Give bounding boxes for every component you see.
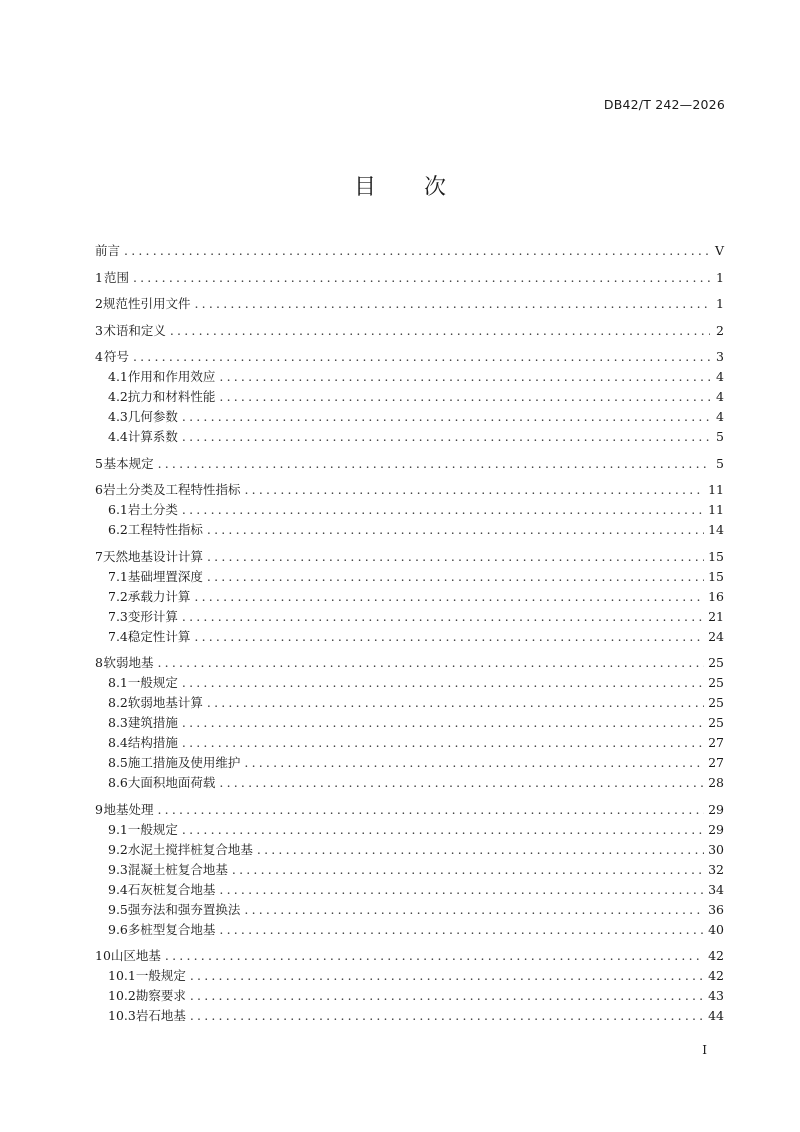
toc-leader-dots bbox=[182, 820, 704, 840]
toc-entry-label: 术语和定义 bbox=[103, 322, 166, 338]
toc-entry-page: 3 bbox=[716, 349, 724, 364]
toc-leader-dots bbox=[182, 407, 710, 427]
toc-section-entry[interactable] bbox=[95, 860, 724, 880]
toc-leader-dots bbox=[257, 840, 704, 860]
toc-entry-number: 8 bbox=[95, 655, 103, 670]
toc-entry-label: 承载力计算 bbox=[127, 588, 191, 604]
toc-leader-dots bbox=[207, 547, 704, 567]
toc-entry-page: 4 bbox=[716, 369, 724, 384]
toc-leader-dots bbox=[157, 800, 704, 820]
toc-entry-label: 抗力和材料性能 bbox=[127, 389, 216, 404]
toc-leader-dots bbox=[244, 900, 704, 920]
toc-section-entry[interactable] bbox=[95, 673, 724, 693]
toc-entry-label: 稳定性计算 bbox=[127, 628, 191, 644]
toc-entry-number: 5 bbox=[95, 455, 103, 471]
toc-section-entry[interactable] bbox=[95, 427, 724, 447]
toc-leader-dots bbox=[219, 387, 710, 407]
toc-entry-number: 4.2 bbox=[108, 389, 128, 404]
toc-entry-page: 30 bbox=[708, 841, 724, 857]
toc-entry-number: 7.1 bbox=[108, 568, 128, 584]
toc-leader-dots bbox=[207, 567, 704, 587]
toc-title-char-2: 次 bbox=[424, 175, 447, 200]
toc-chapter-entry[interactable] bbox=[95, 480, 724, 500]
toc-entry-label: 作用和作用效应 bbox=[127, 369, 216, 384]
toc-entry-label: 工程特性指标 bbox=[127, 522, 203, 537]
toc-section-entry[interactable] bbox=[95, 500, 724, 520]
toc-leader-dots bbox=[182, 733, 704, 753]
toc-section-entry[interactable] bbox=[95, 773, 724, 793]
toc-entry-number: 1 bbox=[95, 269, 103, 285]
toc-section-entry[interactable] bbox=[95, 1006, 724, 1026]
toc-entry-page: 16 bbox=[708, 588, 724, 604]
toc-entry-page: 34 bbox=[708, 881, 724, 897]
toc-entry-page: 36 bbox=[708, 901, 724, 917]
toc-leader-dots bbox=[182, 607, 704, 627]
toc-chapter-entry[interactable] bbox=[95, 653, 724, 673]
toc-section-entry[interactable] bbox=[95, 733, 724, 753]
toc-entry-label: 地基处理 bbox=[103, 801, 154, 817]
toc-leader-dots bbox=[244, 480, 704, 500]
toc-leader-dots bbox=[182, 500, 704, 520]
toc-entry-page: 32 bbox=[708, 861, 724, 877]
toc-leader-dots bbox=[194, 627, 704, 647]
toc-entry-label: 软弱地基 bbox=[103, 655, 154, 670]
document-code: DB42/T 242—2026 bbox=[603, 97, 725, 112]
toc-entry-label: 几何参数 bbox=[127, 409, 178, 424]
table-of-contents bbox=[95, 241, 724, 1026]
toc-leader-dots bbox=[219, 367, 710, 387]
toc-chapter-entry[interactable] bbox=[95, 800, 724, 820]
toc-entry-number: 7 bbox=[95, 548, 103, 564]
toc-section-entry[interactable] bbox=[95, 840, 724, 860]
toc-chapter-entry[interactable] bbox=[95, 946, 724, 966]
toc-entry-page: 25 bbox=[708, 715, 724, 730]
toc-entry-page: 29 bbox=[708, 801, 724, 817]
toc-chapter-entry[interactable] bbox=[95, 547, 724, 567]
toc-entry-page: 4 bbox=[716, 389, 724, 404]
toc-entry-number: 8.2 bbox=[108, 695, 128, 710]
toc-leader-dots bbox=[182, 427, 710, 447]
toc-entry-page: 42 bbox=[708, 968, 724, 983]
toc-entry-number: 6 bbox=[95, 482, 103, 497]
toc-leader-dots bbox=[170, 321, 710, 341]
toc-entry-number: 10.1 bbox=[108, 968, 136, 983]
toc-leader-dots bbox=[165, 946, 704, 966]
toc-entry-page: 43 bbox=[708, 988, 724, 1003]
toc-entry-number: 9.5 bbox=[108, 901, 128, 917]
toc-entry-page: 4 bbox=[716, 409, 724, 424]
toc-entry-label: 水泥土搅拌桩复合地基 bbox=[127, 841, 253, 857]
toc-leader-dots bbox=[244, 753, 704, 773]
toc-entry-page: 21 bbox=[708, 608, 724, 624]
toc-entry-page: 44 bbox=[708, 1008, 724, 1023]
toc-section-entry[interactable] bbox=[95, 587, 724, 607]
toc-entry-page: 28 bbox=[708, 775, 724, 790]
toc-entry-page: V bbox=[714, 243, 724, 258]
toc-entry-label: 范围 bbox=[103, 269, 129, 285]
toc-leader-dots bbox=[133, 347, 710, 367]
toc-chapter-entry[interactable] bbox=[95, 347, 724, 367]
toc-section-entry[interactable] bbox=[95, 880, 724, 900]
toc-entry-number: 9 bbox=[95, 801, 103, 817]
toc-leader-dots bbox=[207, 520, 704, 540]
toc-entry-label: 山区地基 bbox=[110, 948, 161, 963]
toc-leader-dots bbox=[219, 773, 704, 793]
toc-entry-page: 11 bbox=[708, 502, 724, 517]
toc-entry-page: 11 bbox=[708, 482, 724, 497]
toc-entry-number: 9.1 bbox=[108, 821, 128, 837]
toc-entry-number: 8.1 bbox=[108, 675, 128, 690]
toc-section-entry[interactable] bbox=[95, 607, 724, 627]
toc-chapter-entry[interactable] bbox=[95, 294, 724, 314]
toc-entry-label: 石灰桩复合地基 bbox=[127, 881, 216, 897]
toc-entry-number: 6.1 bbox=[108, 502, 128, 517]
toc-section-entry[interactable] bbox=[95, 407, 724, 427]
toc-section-entry[interactable] bbox=[95, 567, 724, 587]
toc-entry-number: 7.4 bbox=[108, 628, 128, 644]
toc-leader-dots bbox=[133, 268, 710, 288]
toc-entry-number: 2 bbox=[95, 296, 103, 311]
toc-entry-label: 大面积地面荷载 bbox=[127, 775, 216, 790]
toc-entry-number: 8.5 bbox=[108, 755, 128, 770]
toc-leader-dots bbox=[232, 860, 704, 880]
toc-entry-page: 25 bbox=[708, 695, 724, 710]
toc-entry-page: 27 bbox=[708, 735, 724, 750]
toc-entry-number: 8.4 bbox=[108, 735, 128, 750]
toc-entry-label: 天然地基设计计算 bbox=[102, 548, 203, 564]
toc-entry-number: 8.6 bbox=[108, 775, 128, 790]
toc-entry-page: 40 bbox=[708, 921, 724, 937]
toc-leader-dots bbox=[157, 653, 704, 673]
toc-entry-page: 1 bbox=[716, 269, 724, 285]
toc-entry-number: 4.4 bbox=[108, 429, 128, 444]
toc-entry-label: 岩土分类及工程特性指标 bbox=[102, 482, 241, 497]
toc-entry-label: 一般规定 bbox=[135, 968, 186, 983]
toc-entry-number: 10 bbox=[95, 948, 111, 963]
toc-entry-number: 9.2 bbox=[108, 841, 128, 857]
toc-chapter-entry[interactable] bbox=[95, 454, 724, 474]
toc-entry-number: 7.3 bbox=[108, 608, 128, 624]
toc-title-char-1: 目 bbox=[353, 175, 376, 200]
toc-entry-page: 15 bbox=[708, 568, 724, 584]
toc-entry-label: 软弱地基计算 bbox=[127, 695, 203, 710]
toc-entry-label: 混凝土桩复合地基 bbox=[127, 861, 228, 877]
toc-entry-label: 一般规定 bbox=[127, 821, 178, 837]
toc-leader-dots bbox=[182, 713, 704, 733]
toc-entry-label: 规范性引用文件 bbox=[102, 296, 191, 311]
toc-entry-page: 25 bbox=[708, 655, 724, 670]
page-folio: I bbox=[702, 1043, 707, 1057]
toc-section-entry[interactable] bbox=[95, 387, 724, 407]
toc-entry-number: 9.3 bbox=[108, 861, 128, 877]
toc-entry-number: 10.3 bbox=[108, 1008, 136, 1023]
toc-section-entry[interactable] bbox=[95, 520, 724, 540]
toc-entry-page: 5 bbox=[716, 429, 724, 444]
toc-chapter-entry[interactable] bbox=[95, 321, 724, 341]
toc-entry-number: 7.2 bbox=[108, 588, 128, 604]
toc-entry-number: 6.2 bbox=[108, 522, 128, 537]
toc-entry-page: 29 bbox=[708, 821, 724, 837]
toc-leader-dots bbox=[158, 454, 710, 474]
toc-chapter-entry[interactable] bbox=[95, 268, 724, 288]
toc-chapter-entry[interactable] bbox=[95, 241, 724, 261]
toc-entry-page: 42 bbox=[708, 948, 724, 963]
toc-section-entry[interactable] bbox=[95, 900, 724, 920]
toc-entry-page: 5 bbox=[716, 455, 724, 471]
toc-entry-number: 9.6 bbox=[108, 921, 128, 937]
toc-section-entry[interactable] bbox=[95, 820, 724, 840]
toc-section-entry[interactable] bbox=[95, 627, 724, 647]
toc-leader-dots bbox=[219, 880, 704, 900]
toc-entry-page: 25 bbox=[708, 675, 724, 690]
toc-leader-dots bbox=[124, 241, 710, 261]
toc-entry-number: 8.3 bbox=[108, 715, 128, 730]
toc-entry-label: 施工措施及使用维护 bbox=[127, 755, 241, 770]
toc-section-entry[interactable] bbox=[95, 966, 724, 986]
toc-leader-dots bbox=[190, 1006, 704, 1026]
toc-section-entry[interactable] bbox=[95, 986, 724, 1006]
toc-entry-page: 1 bbox=[716, 296, 724, 311]
toc-entry-label: 前言 bbox=[95, 243, 121, 258]
toc-entry-label: 建筑措施 bbox=[127, 715, 178, 730]
toc-entry-label: 计算系数 bbox=[127, 429, 178, 444]
toc-section-entry[interactable] bbox=[95, 367, 724, 387]
toc-leader-dots bbox=[190, 966, 704, 986]
toc-section-entry[interactable] bbox=[95, 920, 724, 940]
toc-section-entry[interactable] bbox=[95, 693, 724, 713]
toc-entry-number: 10.2 bbox=[108, 988, 136, 1003]
toc-entry-label: 符号 bbox=[103, 349, 129, 364]
toc-entry-label: 多桩型复合地基 bbox=[127, 921, 216, 937]
toc-title bbox=[0, 170, 800, 201]
toc-entry-label: 结构措施 bbox=[127, 735, 178, 750]
toc-entry-number: 4.1 bbox=[108, 369, 128, 384]
toc-leader-dots bbox=[194, 587, 704, 607]
toc-leader-dots bbox=[219, 920, 704, 940]
toc-entry-page: 27 bbox=[708, 755, 724, 770]
toc-entry-number: 4 bbox=[95, 349, 103, 364]
toc-entry-page: 24 bbox=[708, 628, 724, 644]
toc-entry-page: 2 bbox=[716, 322, 724, 338]
toc-entry-label: 岩土分类 bbox=[127, 502, 178, 517]
toc-section-entry[interactable] bbox=[95, 713, 724, 733]
toc-entry-label: 变形计算 bbox=[127, 608, 178, 624]
toc-entry-number: 9.4 bbox=[108, 881, 128, 897]
toc-entry-label: 强夯法和强夯置换法 bbox=[127, 901, 241, 917]
toc-entry-page: 15 bbox=[708, 548, 724, 564]
toc-entry-label: 一般规定 bbox=[127, 675, 178, 690]
toc-leader-dots bbox=[207, 693, 704, 713]
toc-entry-label: 基础埋置深度 bbox=[127, 568, 203, 584]
toc-entry-label: 基本规定 bbox=[103, 455, 154, 471]
toc-leader-dots bbox=[195, 294, 711, 314]
toc-entry-label: 岩石地基 bbox=[135, 1008, 186, 1023]
toc-entry-number: 3 bbox=[95, 322, 103, 338]
toc-entry-label: 勘察要求 bbox=[135, 988, 186, 1003]
toc-leader-dots bbox=[190, 986, 704, 1006]
toc-entry-page: 14 bbox=[708, 522, 724, 537]
toc-leader-dots bbox=[182, 673, 704, 693]
toc-section-entry[interactable] bbox=[95, 753, 724, 773]
toc-entry-number: 4.3 bbox=[108, 409, 128, 424]
